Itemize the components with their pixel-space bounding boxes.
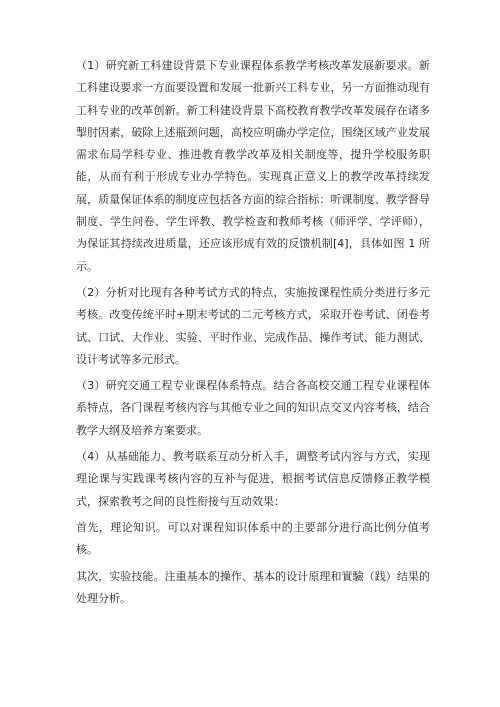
paragraph-lab-skills: 其次，实验技能。注重基本的操作、基本的设计原理和實驗（践）结果的处理分析。 <box>76 569 430 605</box>
paragraph-theory-knowledge: 首先，理论知识。可以对课程知识体系中的主要部分进行高比例分值考核。 <box>76 520 430 557</box>
paragraph-curriculum-features: （3）研究交通工程专业课程体系特点。结合各高校交通工程专业课程体系特点，各门课程考核内容与其他专业之间的知识点交叉内容考核，结合教学大纲及培养方案要求。 <box>76 379 430 437</box>
paragraph-exam-methods: （2）分析对比现有各种考试方式的特点，实施按课程性质分类进行多元考核。改变传统平时+期末考试的二元考核方式，采取开卷考试、闭卷考试、口试、大作业、实验、平时作业、完成作品、操作考试、能力测试、设计考试等多元形式。 <box>76 285 430 366</box>
paragraph-teaching-exam-link: （4）从基础能力、教考联系互动分析入手，调整考试内容与方式，实现理论课与实践课考核内容的互补与促进，根据考试信息反馈修正教学模式，探索教考之间的良性衔接与互动效果： <box>76 450 430 508</box>
document-body <box>76 55 430 610</box>
paragraph-research-requirements: （1）研究新工科建设背景下专业课程体系教学考核改革发展新要求。新工科建设要求一方面要设置和发展一批新兴工科专业，另一方面推动现有工科专业的改革创新。新工科建设背景下高校教育教学改革发展存在诸多掣肘因素，破除上述瓶颈问题，高校应明确办学定位，围绕区域产业发展需求布局学科专业、推进教育教学改革及相关制度等，提升学校服务职能，从而有利于形成专业办学特色。实现真正意义上的教学改革持续发展，质量保证体系的制度应包括各方面的综合指标：听课制度、教学督导制度、学生问卷、学生评教、教学检查和教师考核（师评学、学评师），为保证其持续改进质量，还应该形成有效的反馈机制[4]，具体如图 1 所示。 <box>76 59 430 273</box>
